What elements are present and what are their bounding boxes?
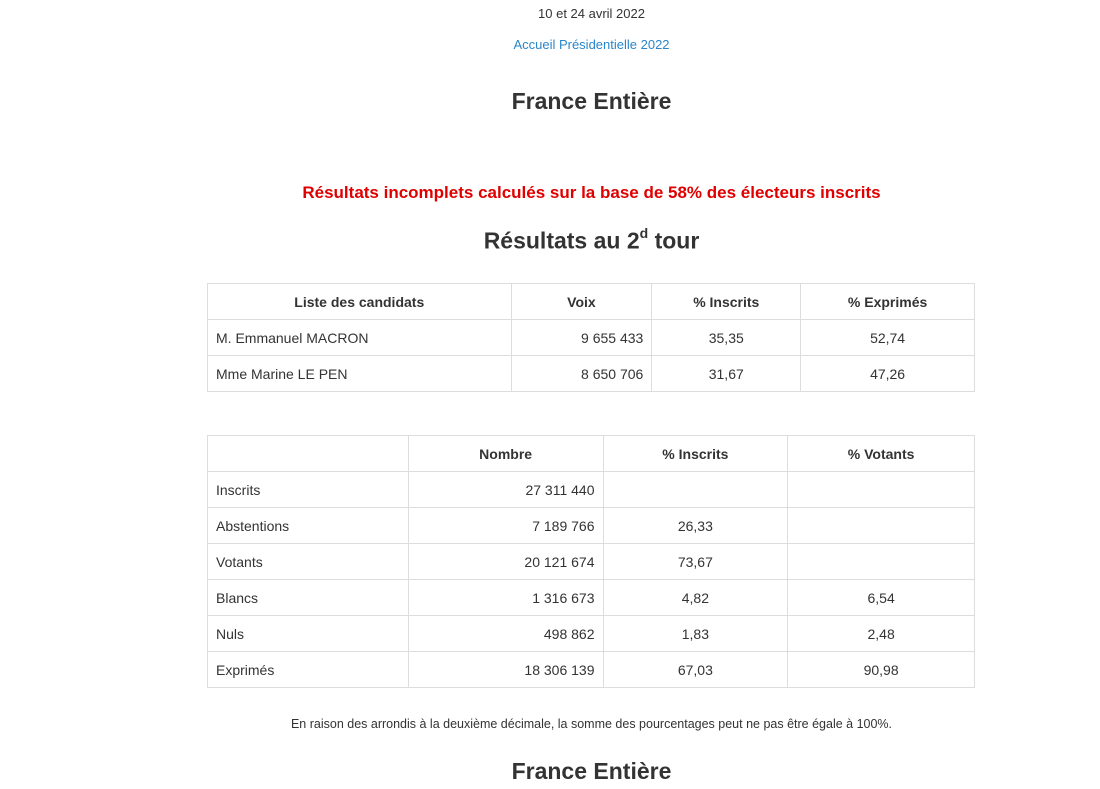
participation-header-row [208,436,975,472]
candidate-name: Mme Marine LE PEN [208,356,512,392]
stat-nombre: 7 189 766 [408,508,603,544]
stat-label: Abstentions [208,508,409,544]
col-header-label [208,436,409,472]
col-header-voix: Voix [511,284,652,320]
stat-pct-votants: 2,48 [788,616,975,652]
stat-label: Votants [208,544,409,580]
stat-nombre: 27 311 440 [408,472,603,508]
stat-nombre: 498 862 [408,616,603,652]
stat-pct-votants [788,472,975,508]
stat-pct-inscrits: 67,03 [603,652,788,688]
results-title [0,227,1100,255]
candidate-voix: 8 650 706 [511,356,652,392]
stat-nombre: 20 121 674 [408,544,603,580]
candidate-pct-exprimes: 47,26 [801,356,975,392]
stat-label: Blancs [208,580,409,616]
results-title-prefix: Résultats au 2 [483,227,640,254]
candidate-pct-inscrits: 35,35 [652,320,801,356]
table-row [208,616,975,652]
table-row [208,544,975,580]
table-row [208,356,975,392]
candidate-name: M. Emmanuel MACRON [208,320,512,356]
election-dates: 10 et 24 avril 2022 [538,6,645,21]
stat-pct-inscrits: 26,33 [603,508,788,544]
stat-pct-inscrits: 4,82 [603,580,788,616]
col-header-pct-inscrits: % Inscrits [603,436,788,472]
stat-nombre: 18 306 139 [408,652,603,688]
col-header-pct-inscrits: % Inscrits [652,284,801,320]
participation-table [207,435,975,688]
incomplete-results-warning: Résultats incomplets calculés sur la base de 58% des électeurs inscrits [302,183,881,202]
stat-pct-votants: 90,98 [788,652,975,688]
stat-label: Inscrits [208,472,409,508]
table-row [208,508,975,544]
col-header-nombre: Nombre [408,436,603,472]
candidates-table [207,283,975,392]
candidates-header-row [208,284,975,320]
col-header-pct-votants: % Votants [788,436,975,472]
table-row [208,580,975,616]
col-header-pct-exprimes: % Exprimés [801,284,975,320]
candidate-pct-inscrits: 31,67 [652,356,801,392]
stat-pct-votants: 6,54 [788,580,975,616]
stat-pct-votants [788,544,975,580]
stat-pct-votants [788,508,975,544]
table-row [208,472,975,508]
results-title-suffix: tour [648,227,700,254]
home-link[interactable]: Accueil Présidentielle 2022 [513,37,670,52]
candidate-pct-exprimes: 52,74 [801,320,975,356]
stat-label: Nuls [208,616,409,652]
region-title-next: France Entière [511,758,672,784]
stat-pct-inscrits [603,472,788,508]
table-row [208,320,975,356]
rounding-footnote: En raison des arrondis à la deuxième décimale, la somme des pourcentages peut ne pas être égale à 100%. [290,717,893,731]
home-link-wrapper [0,36,1100,54]
stat-label: Exprimés [208,652,409,688]
results-title-sup: d [639,225,649,241]
stat-nombre: 1 316 673 [408,580,603,616]
col-header-candidates: Liste des candidats [208,284,512,320]
stat-pct-inscrits: 73,67 [603,544,788,580]
stat-pct-inscrits: 1,83 [603,616,788,652]
table-row [208,652,975,688]
candidate-voix: 9 655 433 [511,320,652,356]
region-title: France Entière [511,88,672,114]
